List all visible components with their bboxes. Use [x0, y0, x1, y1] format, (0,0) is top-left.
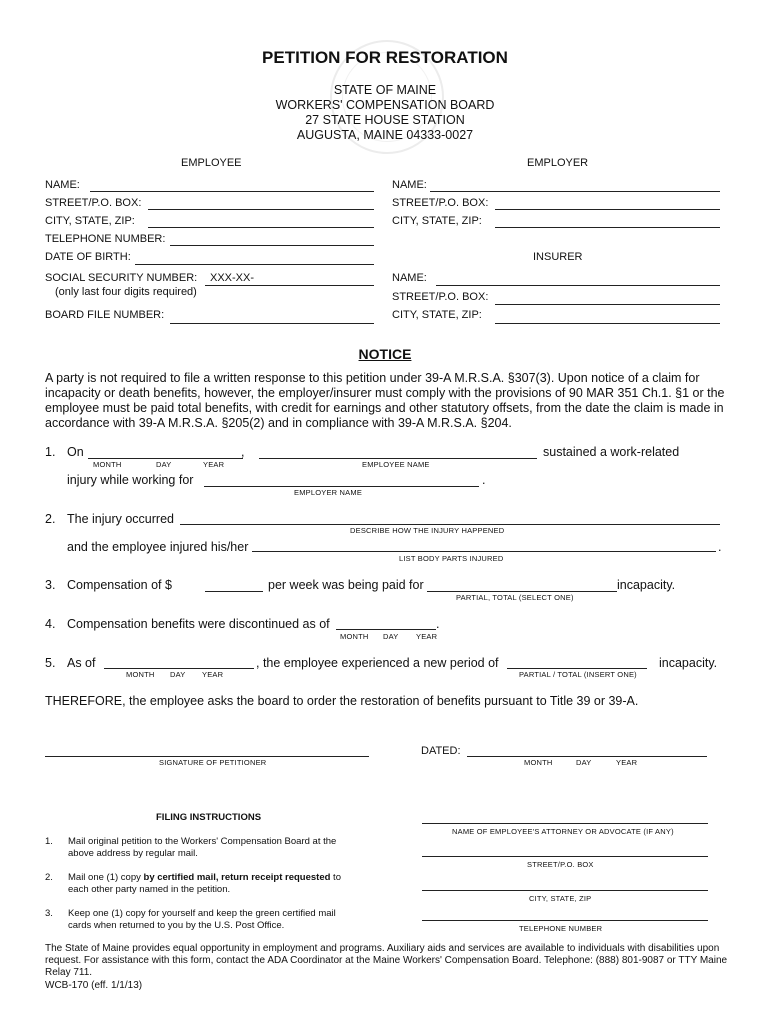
item-1-day-caption: DAY — [156, 460, 172, 469]
attorney-phone-field[interactable] — [422, 920, 708, 921]
item-1-year-caption: YEAR — [203, 460, 225, 469]
agency-address: 27 STATE HOUSE STATION — [305, 113, 465, 127]
item-4-month-caption: MONTH — [340, 632, 369, 641]
item-3-partial-caption: PARTIAL, TOTAL (SELECT ONE) — [456, 593, 574, 602]
item-5-experienced: , the employee experienced a new period of — [256, 656, 499, 670]
filing-step-2-number: 2. — [45, 872, 53, 883]
footer-line-1: The State of Maine provides equal opportunity in employment and programs. Auxiliary aids and services are available to individuals with disabilities upon — [45, 943, 720, 954]
form-title: PETITION FOR RESTORATION — [262, 48, 508, 67]
attorney-city-field[interactable] — [422, 890, 708, 891]
attorney-street-caption: STREET/P.O. BOX — [527, 860, 594, 869]
insurer-street-field[interactable] — [495, 304, 720, 305]
item-2-body-parts-field[interactable] — [252, 551, 716, 552]
attorney-name-field[interactable] — [422, 823, 708, 824]
item-4-year-caption: YEAR — [416, 632, 438, 641]
filing-step-2-line-2: each other party named in the petition. — [68, 884, 231, 895]
employee-name-field[interactable] — [90, 191, 374, 192]
item-1-number: 1. — [45, 445, 56, 459]
employer-city-field[interactable] — [495, 227, 720, 228]
employee-ssn-note: (only last four digits required) — [55, 286, 197, 298]
employee-dob-field[interactable] — [135, 264, 374, 265]
item-1-comma: , — [241, 445, 245, 459]
item-4-period: . — [436, 617, 440, 631]
notice-line-3: employee must be paid total benefits, with credit for earnings and other statutory offsets, from the date the claim is made in — [45, 401, 724, 415]
item-5-month-caption: MONTH — [126, 670, 155, 679]
filing-heading: FILING INSTRUCTIONS — [156, 812, 262, 823]
item-5-type-field[interactable] — [507, 668, 647, 669]
footer-line-3: Relay 711. — [45, 967, 93, 978]
filing-step-2-line-1 — [68, 872, 341, 884]
item-1-employer-name-field[interactable] — [204, 486, 479, 487]
notice-line-4: accordance with 39-A M.R.S.A. §205(2) and in compliance with 39-A M.R.S.A. §204. — [45, 416, 512, 430]
item-5-partial-caption: PARTIAL / TOTAL (INSERT ONE) — [519, 670, 637, 679]
employer-city-label: CITY, STATE, ZIP: — [392, 215, 482, 227]
employee-street-label: STREET/P.O. BOX: — [45, 197, 142, 209]
item-2-injured: and the employee injured his/her — [67, 540, 249, 554]
form-number: WCB-170 (eff. 1/1/13) — [45, 980, 143, 991]
item-1-employer-name-caption: EMPLOYER NAME — [294, 488, 363, 497]
attorney-city-caption: CITY, STATE, ZIP — [529, 894, 592, 903]
filing-step-3-line-1: Keep one (1) copy for yourself and keep the green certified mail — [68, 908, 336, 919]
notice-heading: NOTICE — [358, 346, 412, 362]
insurer-city-field[interactable] — [495, 323, 720, 324]
employee-city-label: CITY, STATE, ZIP: — [45, 215, 135, 227]
filing-step-3-number: 3. — [45, 908, 53, 919]
filing-step-1-line-1: Mail original petition to the Workers' Compensation Board at the — [68, 836, 337, 847]
item-1-date-field[interactable] — [88, 458, 243, 459]
item-1-injury-text: injury while working for — [67, 473, 194, 487]
signature-caption: SIGNATURE OF PETITIONER — [159, 758, 267, 767]
employee-ssn-field[interactable] — [205, 285, 374, 286]
employer-name-label: NAME: — [392, 179, 427, 191]
item-5-date-field[interactable] — [104, 668, 254, 669]
item-3-type-field[interactable] — [427, 591, 617, 592]
dated-label: DATED: — [421, 745, 461, 757]
item-4-day-caption: DAY — [383, 632, 399, 641]
notice-line-2: incapacity or death benefits, however, the employer/insurer must comply with the provisions of 90 MAR 351 Ch.1. §1 or the — [45, 386, 725, 400]
insurer-name-field[interactable] — [436, 285, 720, 286]
filing-step-1-number: 1. — [45, 836, 53, 847]
employee-dob-label: DATE OF BIRTH: — [45, 251, 131, 263]
item-5-year-caption: YEAR — [202, 670, 224, 679]
employee-name-label: NAME: — [45, 179, 80, 191]
item-2-number: 2. — [45, 512, 56, 526]
item-5-number: 5. — [45, 656, 56, 670]
item-1-employee-name-field[interactable] — [259, 458, 537, 459]
attorney-street-field[interactable] — [422, 856, 708, 857]
insurer-street-label: STREET/P.O. BOX: — [392, 291, 489, 303]
insurer-name-label: NAME: — [392, 272, 427, 284]
employee-board-file-field[interactable] — [170, 323, 374, 324]
item-4-text: Compensation benefits were discontinued as of — [67, 617, 330, 631]
item-5-as-of: As of — [67, 656, 96, 670]
item-2-describe-caption: DESCRIBE HOW THE INJURY HAPPENED — [350, 526, 505, 535]
filing-step-2-pre: Mail one (1) copy — [68, 872, 144, 883]
employer-street-field[interactable] — [495, 209, 720, 210]
item-3-incapacity: incapacity. — [617, 578, 676, 592]
employer-street-label: STREET/P.O. BOX: — [392, 197, 489, 209]
item-2-occurred: The injury occurred — [67, 512, 174, 526]
filing-step-3-line-2: cards when returned to you by the U.S. Post Office. — [68, 920, 285, 931]
employee-heading: EMPLOYEE — [181, 157, 242, 169]
employee-ssn-label: SOCIAL SECURITY NUMBER: — [45, 272, 198, 284]
item-4-date-field[interactable] — [336, 629, 436, 630]
item-5-day-caption: DAY — [170, 670, 186, 679]
item-1-sustained: sustained a work-related — [543, 445, 680, 459]
item-5-incapacity: incapacity. — [659, 656, 718, 670]
filing-step-2-bold: by certified mail, return receipt requested — [143, 872, 331, 883]
employee-phone-field[interactable] — [170, 245, 374, 246]
employer-name-field[interactable] — [430, 191, 720, 192]
item-1-period: . — [482, 473, 486, 487]
dated-field[interactable] — [467, 756, 707, 757]
signature-field[interactable] — [45, 756, 369, 757]
insurer-city-label: CITY, STATE, ZIP: — [392, 309, 482, 321]
employee-board-file-label: BOARD FILE NUMBER: — [45, 309, 165, 321]
attorney-phone-caption: TELEPHONE NUMBER — [519, 924, 603, 933]
item-4-number: 4. — [45, 617, 56, 631]
therefore-statement: THEREFORE, the employee asks the board to order the restoration of benefits pursuant to Title 39 or 39-A. — [45, 694, 639, 708]
item-3-comp: Compensation of $ — [67, 578, 172, 592]
item-3-number: 3. — [45, 578, 56, 592]
agency-city: AUGUSTA, MAINE 04333-0027 — [296, 128, 474, 142]
item-1-on: On — [67, 445, 84, 459]
footer-line-2: request. For assistance with this form, contact the ADA Coordinator at the Maine Workers' Compensation Board. Telephone: (888) 801-9087 or TTY Maine — [45, 955, 728, 966]
item-2-body-parts-caption: LIST BODY PARTS INJURED — [399, 554, 504, 563]
item-3-amount-field[interactable] — [205, 591, 263, 592]
attorney-name-caption: NAME OF EMPLOYEE'S ATTORNEY OR ADVOCATE (IF ANY) — [452, 827, 674, 836]
agency-state: STATE OF MAINE — [333, 83, 437, 97]
dated-day-caption: DAY — [576, 758, 592, 767]
notice-line-1: A party is not required to file a written response to this petition under 39-A M.R.S.A. §307(3). Upon notice of a claim for — [45, 371, 700, 385]
item-3-per-week: per week was being paid for — [268, 578, 424, 592]
filing-step-2-post: to — [330, 872, 341, 883]
item-1-month-caption: MONTH — [93, 460, 122, 469]
filing-step-1-line-2: above address by regular mail. — [68, 848, 198, 859]
dated-month-caption: MONTH — [524, 758, 553, 767]
insurer-heading: INSURER — [533, 251, 583, 263]
employee-phone-label: TELEPHONE NUMBER: — [45, 233, 166, 245]
employee-street-field[interactable] — [148, 209, 374, 210]
item-1-employee-name-caption: EMPLOYEE NAME — [362, 460, 430, 469]
dated-year-caption: YEAR — [616, 758, 638, 767]
item-2-period: . — [718, 540, 722, 554]
employer-heading: EMPLOYER — [527, 157, 589, 169]
item-2-describe-field[interactable] — [180, 524, 720, 525]
agency-board: WORKERS' COMPENSATION BOARD — [275, 98, 495, 112]
employee-city-field[interactable] — [148, 227, 374, 228]
employee-ssn-value: XXX-XX- — [210, 272, 255, 284]
